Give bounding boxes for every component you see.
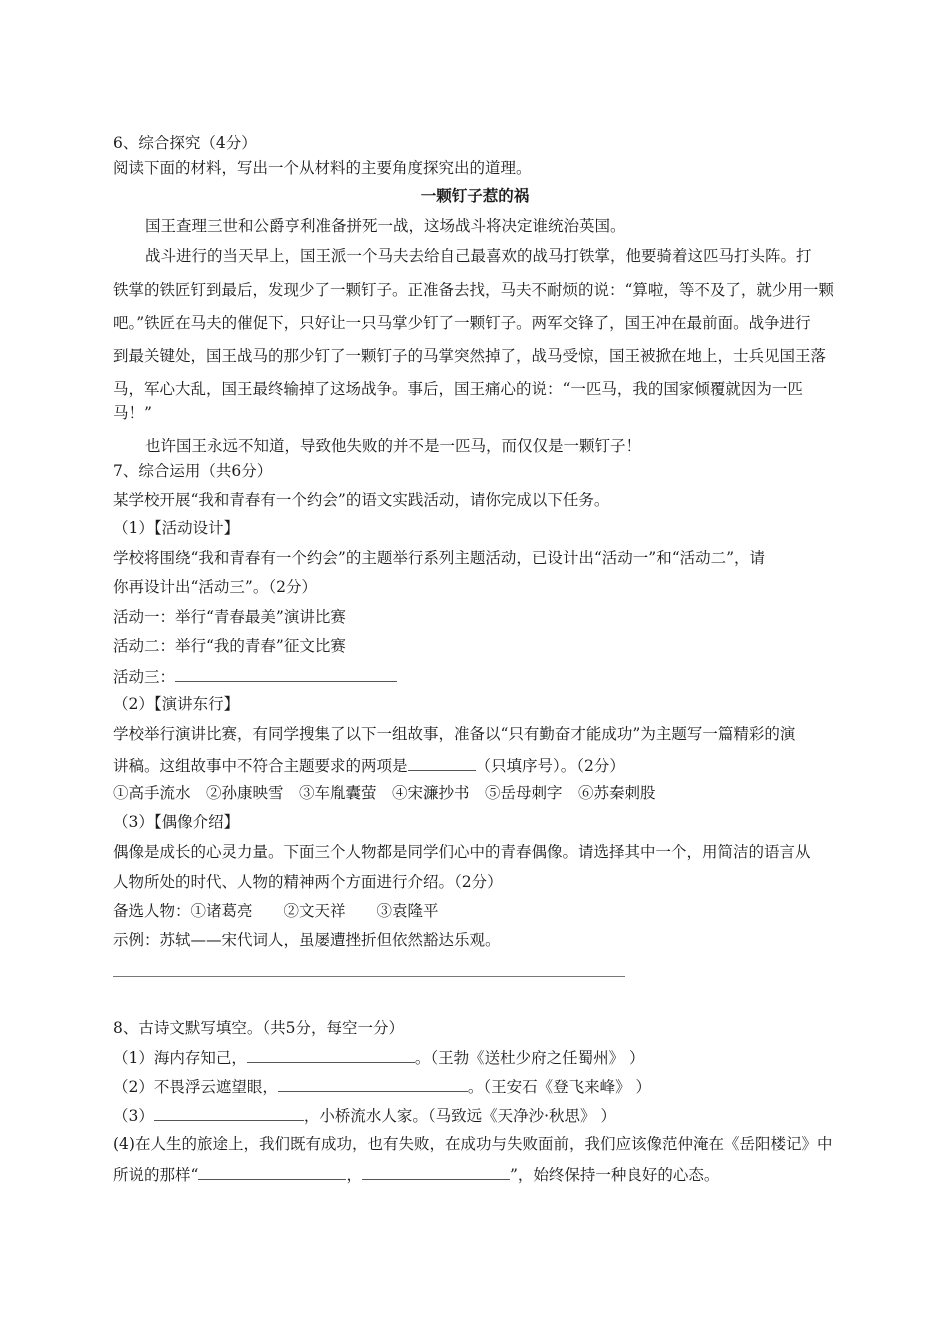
q8-item-2-blank[interactable]: [278, 1075, 468, 1092]
story-paragraph-2-line: 马，军心大乱，国王最终输掉了这场战争。事后，国王痛心的说：“一匹马，我的国家倾覆就因为一匹: [113, 380, 803, 398]
example-answer: 示例：苏轼——宋代词人，虽屡遭挫折但依然豁达乐观。: [113, 931, 501, 949]
activity-3-label: 活动三：: [113, 668, 176, 686]
q7-part2-label: （2）【演讲东行】: [113, 695, 240, 713]
q7-part3-label: （3）【偶像介绍】: [113, 813, 240, 831]
q8-item-4-blank-2[interactable]: [362, 1163, 510, 1180]
q8-item-3-blank[interactable]: [154, 1104, 304, 1121]
story-paragraph-2-line: 吧。”铁匠在马夫的催促下，只好让一只马掌少钉了一颗钉子。两军交锋了，国王冲在最前面。战争进行: [113, 314, 811, 332]
story-paragraph-3: 也许国王永远不知道，导致他失败的并不是一匹马，而仅仅是一颗钉子！: [145, 437, 642, 455]
q6-instruction: 阅读下面的材料，写出一个从材料的主要角度探究出的道理。: [113, 159, 532, 177]
part2-answer-blank[interactable]: [408, 754, 476, 771]
q8-item-2: （2）不畏浮云遮望眼， 。（王安石《登飞来峰》 ）: [113, 1075, 651, 1097]
q7-part2-text: 学校举行演讲比赛，有同学搜集了以下一组故事，准备以“只有勤奋才能成功”为主题写一篇精彩的演: [113, 725, 796, 743]
answer-line[interactable]: [113, 976, 625, 977]
q7-part1-text: 学校将围绕“我和青春有一个约会”的主题举行系列主题活动，已设计出“活动一”和“活动二”，请: [113, 549, 766, 567]
activity-1: 活动一：举行“青春最美”演讲比赛: [113, 608, 346, 626]
q7-part2-text-2: 讲稿。这组故事中不符合主题要求的两项是 （只填序号）。（2分）: [113, 754, 625, 776]
activity-3: [113, 665, 397, 687]
q7-part3-text: 人物所处的时代、人物的精神两个方面进行介绍。（2分）: [113, 873, 503, 891]
story-paragraph-2-line: 战斗进行的当天早上，国王派一个马夫去给自己最喜欢的战马打铁掌，他要骑着这匹马打头阵。打: [145, 247, 812, 265]
q7-part1-text: 你再设计出“活动三”。（2分）: [113, 578, 317, 596]
story-list: ①高手流水 ②孙康映雪 ③车胤囊萤 ④宋濂抄书 ⑤岳母刺字 ⑥苏秦刺股: [113, 784, 656, 802]
q7-heading: 7、综合运用（共6分）: [113, 462, 273, 480]
q8-item-4: (4)在人生的旅途上，我们既有成功，也有失败，在成功与失败面前，我们应该像范仲淹在《岳阳楼记》中: [113, 1135, 833, 1153]
q8-item-1-blank[interactable]: [247, 1046, 415, 1063]
q7-part1-label: （1）【活动设计】: [113, 519, 240, 537]
q8-item-3: （3） ，小桥流水人家。（马致远《天净沙·秋思》 ）: [113, 1104, 616, 1126]
activity-3-answer-blank[interactable]: [175, 665, 397, 682]
candidate-list: 备选人物：①诸葛亮 ②文天祥 ③袁隆平: [113, 902, 439, 920]
story-paragraph-1: 国王查理三世和公爵亨利准备拼死一战，这场战斗将决定谁统治英国。: [145, 217, 626, 235]
q8-heading: 8、古诗文默写填空。（共5分，每空一分）: [113, 1019, 404, 1037]
story-title: 一颗钉子惹的祸: [420, 186, 530, 205]
q8-item-4-blank-1[interactable]: [198, 1163, 346, 1180]
story-paragraph-2-line: 铁掌的铁匠钉到最后，发现少了一颗钉子。正准备去找，马夫不耐烦的说：“算啦，等不及了，就少用一颗: [113, 281, 834, 299]
story-paragraph-2-line: 到最关键处，国王战马的那少钉了一颗钉子的马掌突然掉了，战马受惊，国王被掀在地上，士兵见国王落: [113, 347, 827, 365]
q8-item-4-cont: 所说的那样“ ， ”，始终保持一种良好的心态。: [113, 1163, 719, 1185]
q6-heading: 6、综合探究（4分）: [113, 134, 257, 152]
activity-2: 活动二：举行“我的青春”征文比赛: [113, 637, 346, 655]
q7-intro: 某学校开展“我和青春有一个约会”的语文实践活动，请你完成以下任务。: [113, 491, 610, 509]
q8-item-1: （1）海内存知己， 。（王勃《送杜少府之任蜀州》 ）: [113, 1046, 645, 1068]
q7-part3-text: 偶像是成长的心灵力量。下面三个人物都是同学们心中的青春偶像。请选择其中一个，用简洁的语言从: [113, 843, 811, 861]
story-paragraph-2-line: 马！”: [113, 404, 152, 422]
